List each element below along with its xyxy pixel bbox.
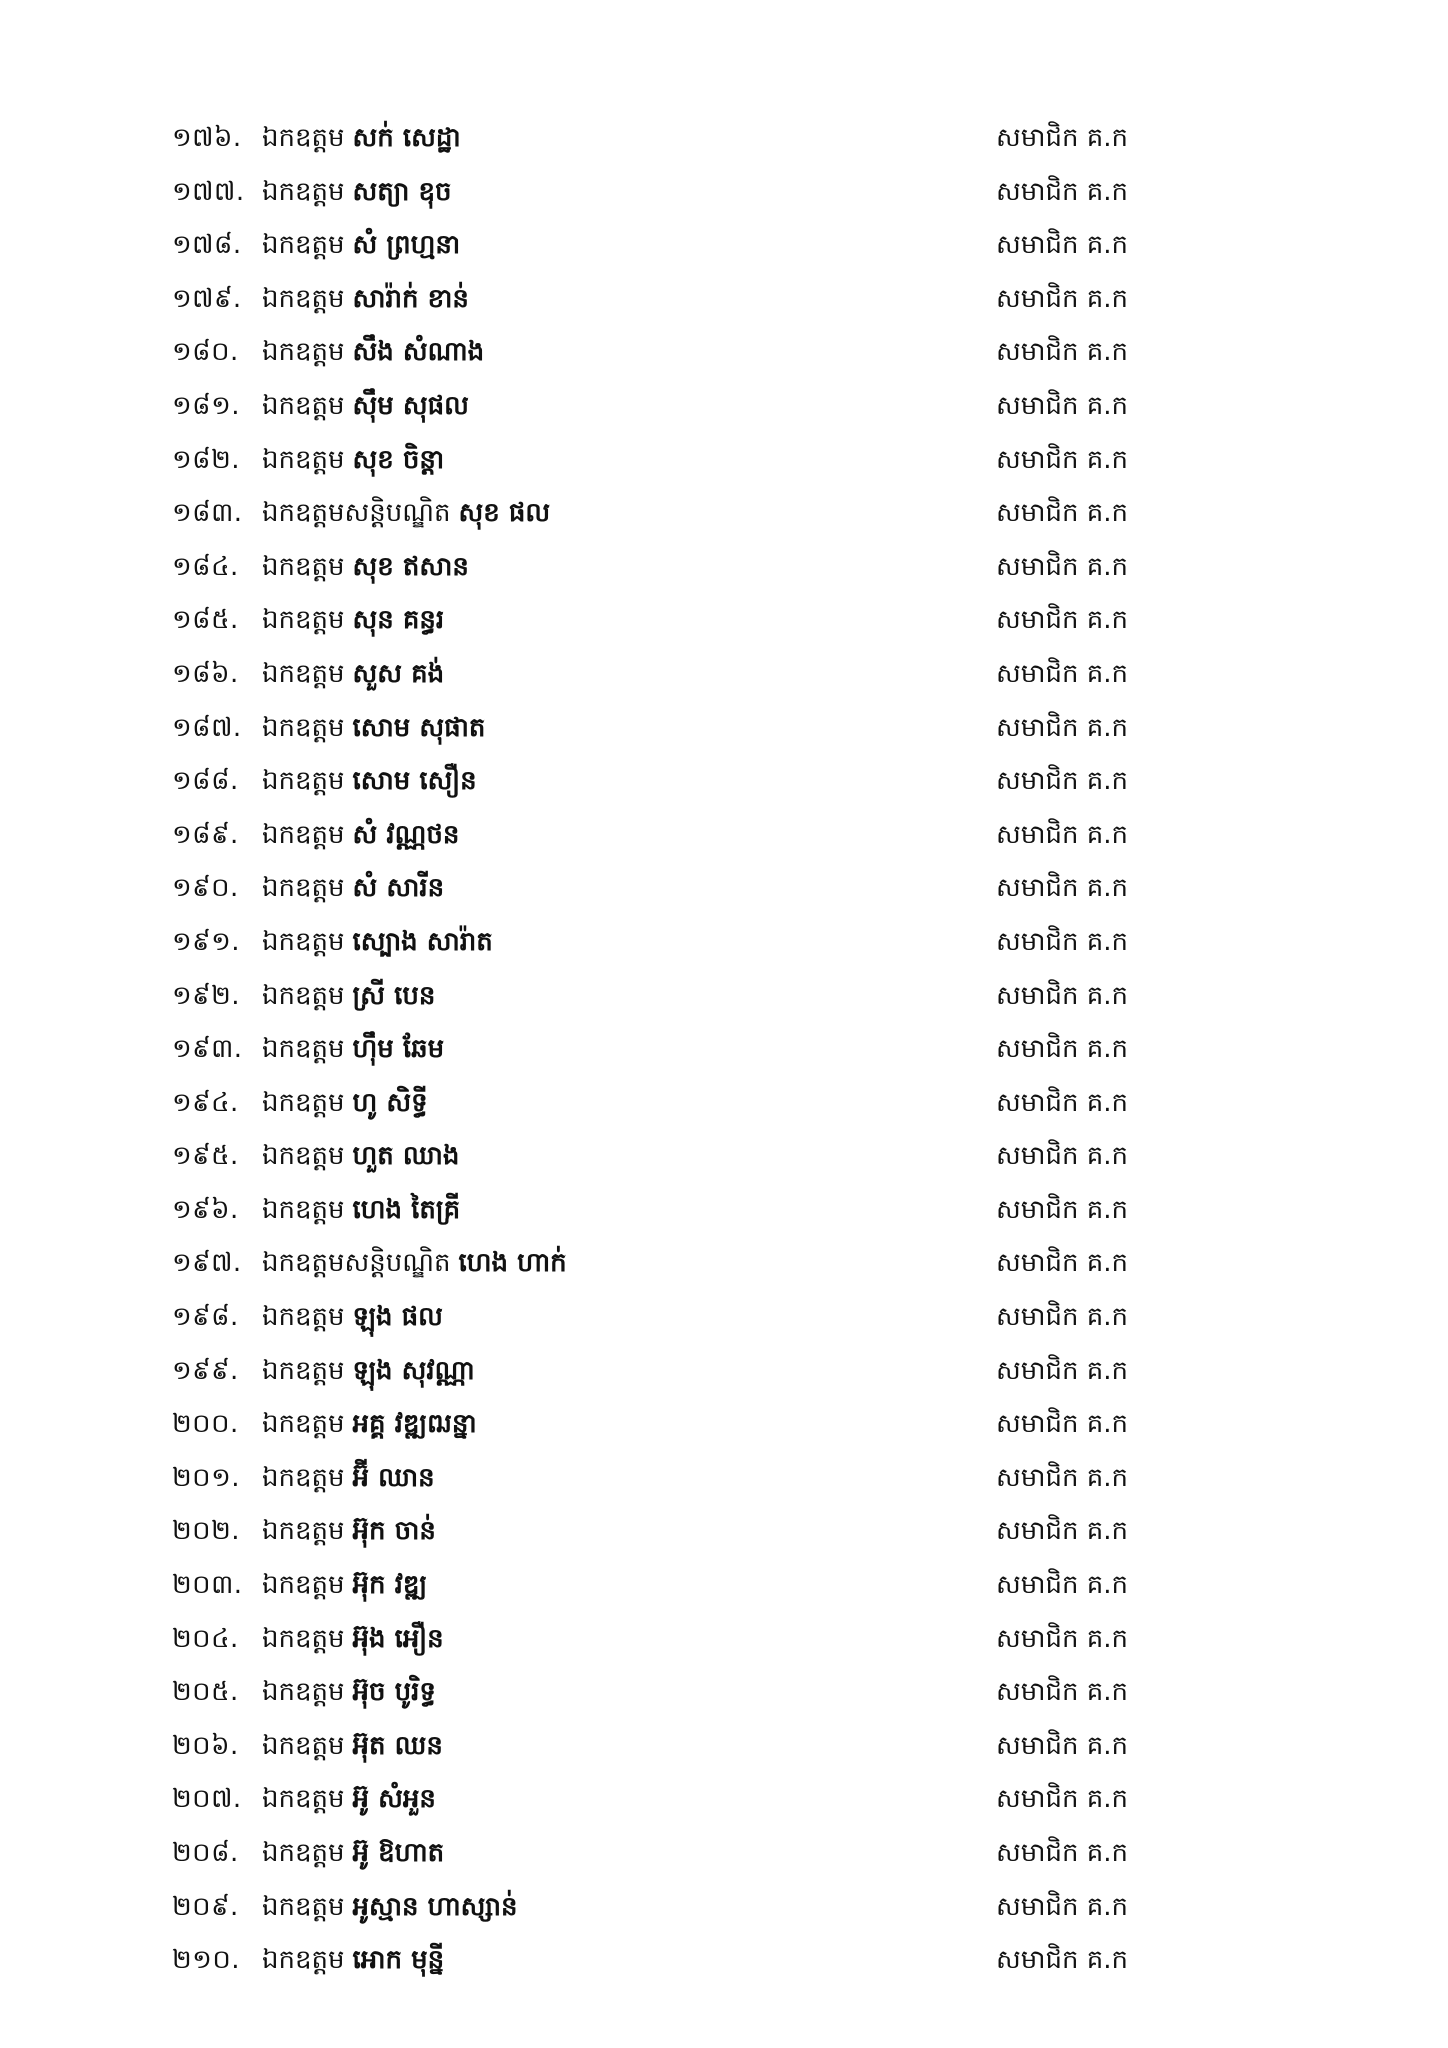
item-number: ២០៨.: [172, 1838, 239, 1868]
member-name: ហួត ឈាង: [352, 1141, 460, 1172]
member-role: សមាជិក គ.ក: [996, 1087, 1129, 1118]
item-number: ១៩០.: [172, 873, 239, 904]
member-entry: [262, 1247, 567, 1279]
list-item: [0, 809, 1448, 863]
honorific-title: ឯកឧត្តម: [262, 1409, 345, 1440]
honorific-title: ឯកឧត្តម: [262, 1194, 345, 1225]
item-number: ១៩៩.: [172, 1355, 239, 1386]
member-entry: [262, 658, 444, 690]
list-item: [0, 380, 1448, 434]
honorific-title: ឯកឧត្តម: [262, 1087, 345, 1118]
list-item: [0, 1184, 1448, 1238]
member-entry: [262, 1462, 435, 1494]
list-item: [0, 916, 1448, 970]
item-number: ១៩២.: [172, 980, 241, 1011]
member-name: អ៊ុង អឿន: [352, 1623, 444, 1654]
member-entry: [262, 712, 485, 744]
member-name: អូស្មាន ហាស្សាន់: [352, 1891, 518, 1922]
list-item: [0, 1345, 1448, 1399]
item-number: ២០៩.: [172, 1891, 239, 1922]
member-entry: [262, 819, 459, 851]
list-item: [0, 1023, 1448, 1077]
honorific-title: ឯកឧត្តម: [262, 1784, 345, 1815]
member-role: សមាជិក គ.ក: [996, 1034, 1129, 1065]
member-entry: [262, 926, 493, 958]
list-item: [0, 1559, 1448, 1613]
member-name: សក់ សេដ្ឋា: [352, 123, 461, 153]
item-number: ២០០.: [172, 1409, 239, 1440]
honorific-title: ឯកឧត្តម: [262, 1570, 345, 1601]
honorific-title: ឯកឧត្តម: [262, 1838, 345, 1868]
member-name: សួស គង់: [352, 658, 445, 689]
member-role: សមាជិក គ.ក: [996, 444, 1129, 475]
member-name: សារ៉ាក់ ខាន់: [352, 283, 469, 314]
member-entry: [262, 176, 451, 208]
member-entry: [262, 1033, 444, 1065]
member-name: ហ៊ឹម ឆែម: [352, 1034, 445, 1065]
honorific-title: ឯកឧត្តម: [262, 605, 345, 636]
list-item: [0, 1773, 1448, 1827]
item-number: ១៨៧.: [172, 712, 242, 743]
member-name: អោក មុន្នី: [352, 1945, 445, 1976]
member-name: អ៊ូ ឱហាត: [352, 1838, 445, 1868]
item-number: ២០៥.: [172, 1677, 239, 1708]
list-item: [0, 1613, 1448, 1667]
honorific-title: ឯកឧត្តម: [262, 980, 345, 1011]
honorific-title: ឯកឧត្តម: [262, 1355, 345, 1386]
list-item: [0, 594, 1448, 648]
member-role: សមាជិក គ.ក: [996, 1623, 1129, 1654]
member-entry: [262, 551, 469, 583]
member-entry: [262, 1676, 436, 1708]
member-entry: [262, 1408, 477, 1440]
member-list: [0, 112, 1448, 1988]
member-role: សមាជិក គ.ក: [996, 1677, 1129, 1708]
member-name: ហូ សិទ្ធី: [352, 1087, 428, 1118]
list-item: [0, 1881, 1448, 1935]
member-entry: [262, 1087, 428, 1119]
list-item: [0, 648, 1448, 702]
list-item: [0, 219, 1448, 273]
item-number: ២០៣.: [172, 1570, 243, 1601]
member-entry: [262, 765, 477, 797]
member-entry: [262, 390, 469, 422]
list-item: [0, 1077, 1448, 1131]
member-name: អ៊ុក វឌ្ឍ: [352, 1570, 428, 1601]
list-item: [0, 1720, 1448, 1774]
item-number: ១៨៦.: [172, 658, 239, 689]
honorific-title: ឯកឧត្តម: [262, 444, 345, 475]
member-name: អ៊ី ឈាន: [352, 1462, 435, 1493]
list-item: [0, 702, 1448, 756]
item-number: ១៨៨.: [172, 766, 239, 797]
member-name: ស៊ឹម សុផល: [352, 390, 469, 421]
member-entry: [262, 336, 484, 368]
item-number: ២០២.: [172, 1516, 241, 1547]
item-number: ១៨១.: [172, 390, 241, 421]
item-number: ១៩៥.: [172, 1141, 239, 1172]
list-item: [0, 1505, 1448, 1559]
member-role: សមាជិក គ.ក: [996, 873, 1129, 904]
member-name: សុខ ចិន្តា: [352, 444, 445, 475]
item-number: ១៧៩.: [172, 283, 242, 314]
member-entry: [262, 229, 460, 261]
member-role: សមាជិក គ.ក: [996, 1409, 1129, 1440]
item-number: ១៩៦.: [172, 1194, 239, 1225]
honorific-title: ឯកឧត្តម: [262, 1677, 345, 1708]
member-entry: [262, 1194, 460, 1226]
item-number: ២០៤.: [172, 1623, 239, 1654]
member-name: សោម សឿន: [352, 766, 477, 797]
list-item: [0, 487, 1448, 541]
member-entry: [262, 604, 444, 636]
member-role: សមាជិក គ.ក: [996, 390, 1129, 421]
honorific-title: ឯកឧត្តម: [262, 1516, 345, 1547]
item-number: ១៩៤.: [172, 1087, 239, 1118]
member-role: សមាជិក គ.ក: [996, 658, 1129, 689]
honorific-title: ឯកឧត្តម: [262, 1945, 345, 1976]
list-item: [0, 273, 1448, 327]
member-name: ហេង តៃគ្រី: [352, 1194, 461, 1225]
item-number: ១៧៨.: [172, 230, 242, 261]
member-role: សមាជិក គ.ក: [996, 498, 1129, 529]
member-entry: [262, 1515, 436, 1547]
member-role: សមាជិក គ.ក: [996, 1516, 1129, 1547]
member-entry: [262, 1730, 443, 1762]
member-role: សមាជិក គ.ក: [996, 1945, 1129, 1976]
item-number: ២០៦.: [172, 1730, 239, 1761]
list-item: [0, 1237, 1448, 1291]
item-number: ១៨៣.: [172, 498, 243, 529]
member-entry: [262, 1837, 444, 1869]
list-item: [0, 1934, 1448, 1988]
honorific-title: ឯកឧត្តម: [262, 283, 345, 314]
honorific-title: ឯកឧត្តម: [262, 1891, 345, 1922]
member-name: សំ ព្រហ្មនា: [352, 230, 461, 261]
member-entry: [262, 1891, 517, 1923]
member-entry: [262, 283, 469, 315]
honorific-title: ឯកឧត្តម: [262, 123, 345, 153]
list-item: [0, 755, 1448, 809]
honorific-title: ឯកឧត្តម: [262, 712, 345, 743]
member-name: សុខ ឥសាន: [352, 551, 469, 582]
member-name: សោម សុផាត: [352, 712, 486, 743]
member-name: ហេង ហាក់: [458, 1248, 567, 1279]
member-role: សមាជិក គ.ក: [996, 123, 1129, 153]
list-item: [0, 326, 1448, 380]
member-entry: [262, 1301, 443, 1333]
item-number: ១៨០.: [172, 337, 239, 368]
member-name: ឡុង ផល: [352, 1302, 443, 1333]
member-name: អ៊ុត ឈន: [352, 1730, 443, 1761]
member-role: សមាជិក គ.ក: [996, 980, 1129, 1011]
member-entry: [262, 1569, 427, 1601]
list-item: [0, 862, 1448, 916]
honorific-title: ឯកឧត្តម: [262, 1730, 345, 1761]
member-role: សមាជិក គ.ក: [996, 337, 1129, 368]
member-role: សមាជិក គ.ក: [996, 766, 1129, 797]
member-role: សមាជិក គ.ក: [996, 283, 1129, 314]
item-number: ១៧៦.: [172, 123, 242, 153]
member-role: សមាជិក គ.ក: [996, 1891, 1129, 1922]
member-role: សមាជិក គ.ក: [996, 712, 1129, 743]
member-name: អ៊ុក ចាន់: [352, 1516, 436, 1547]
member-role: សមាជិក គ.ក: [996, 1570, 1129, 1601]
list-item: [0, 1398, 1448, 1452]
member-name: អ៊ូ សំអួន: [352, 1784, 436, 1815]
list-item: [0, 541, 1448, 595]
item-number: ១៩៨.: [172, 1302, 239, 1333]
member-entry: [262, 980, 435, 1012]
honorific-title: ឯកឧត្តម: [262, 1462, 345, 1493]
honorific-title: ឯកឧត្តម: [262, 1141, 345, 1172]
member-name: សុន គន្ធរ: [352, 605, 445, 636]
member-entry: [262, 122, 461, 154]
member-role: សមាជិក គ.ក: [996, 1838, 1129, 1868]
member-name: សត្យា ឧុច: [352, 176, 452, 207]
member-role: សមាជិក គ.ក: [996, 1248, 1129, 1279]
member-role: សមាជិក គ.ក: [996, 176, 1129, 207]
member-name: សឹង សំណាង: [352, 337, 485, 368]
member-role: សមាជិក គ.ក: [996, 1141, 1129, 1172]
honorific-title: ឯកឧត្តម: [262, 551, 345, 582]
list-item: [0, 1827, 1448, 1881]
member-name: ឡុង សុវណ្ណា: [352, 1355, 475, 1386]
member-name: សុខ ផល: [458, 498, 551, 529]
honorific-title: ឯកឧត្តម: [262, 766, 345, 797]
member-name: សំ វណ្ណថន: [352, 819, 460, 850]
member-role: សមាជិក គ.ក: [996, 1730, 1129, 1761]
member-entry: [262, 497, 550, 529]
honorific-title: ឯកឧត្តម: [262, 873, 345, 904]
member-entry: [262, 444, 444, 476]
member-entry: [262, 1623, 444, 1655]
honorific-title: ឯកឧត្តម: [262, 819, 345, 850]
list-item: [0, 1666, 1448, 1720]
item-number: ២០៧.: [172, 1784, 242, 1815]
item-number: ២០១.: [172, 1462, 241, 1493]
member-name: ស្បោង សារ៉ាត: [352, 926, 493, 957]
member-name: អ៊ុច បូរិទ្ធ: [352, 1677, 436, 1708]
list-item: [0, 1130, 1448, 1184]
honorific-title: ឯកឧត្តម: [262, 1623, 345, 1654]
honorific-title: ឯកឧត្តម: [262, 926, 345, 957]
member-entry: [262, 872, 444, 904]
item-number: ១៨២.: [172, 444, 241, 475]
member-role: សមាជិក គ.ក: [996, 605, 1129, 636]
honorific-title: ឯកឧត្តម: [262, 658, 345, 689]
member-role: សមាជិក គ.ក: [996, 1194, 1129, 1225]
member-role: សមាជិក គ.ក: [996, 819, 1129, 850]
honorific-title: ឯកឧត្តម: [262, 1302, 345, 1333]
member-entry: [262, 1944, 444, 1976]
member-entry: [262, 1140, 459, 1172]
list-item: [0, 1291, 1448, 1345]
honorific-title: ឯកឧត្តម: [262, 1034, 345, 1065]
honorific-title: ឯកឧត្តម: [262, 337, 345, 368]
list-item: [0, 970, 1448, 1024]
member-name: សំ សារីន: [352, 873, 445, 904]
item-number: ១៩១.: [172, 926, 241, 957]
item-number: ២១០.: [172, 1945, 241, 1976]
member-name: ស្រី បេន: [352, 980, 436, 1011]
list-item: [0, 112, 1448, 166]
member-entry: [262, 1355, 475, 1387]
honorific-title: ឯកឧត្តមសន្តិបណ្ឌិត: [262, 498, 451, 529]
list-item: [0, 1452, 1448, 1506]
item-number: ១៨៤.: [172, 551, 239, 582]
item-number: ១៧៧.: [172, 176, 245, 207]
list-item: [0, 434, 1448, 488]
member-role: សមាជិក គ.ក: [996, 1355, 1129, 1386]
member-role: សមាជិក គ.ក: [996, 1302, 1129, 1333]
member-role: សមាជិក គ.ក: [996, 926, 1129, 957]
honorific-title: ឯកឧត្តម: [262, 176, 345, 207]
item-number: ១៨៩.: [172, 819, 239, 850]
member-entry: [262, 1783, 436, 1815]
member-name: អគ្គ វឌ្ឍឍន្នា: [352, 1409, 477, 1440]
item-number: ១៩៣.: [172, 1034, 243, 1065]
honorific-title: ឯកឧត្តមសន្តិបណ្ឌិត: [262, 1248, 451, 1279]
honorific-title: ឯកឧត្តម: [262, 230, 345, 261]
honorific-title: ឯកឧត្តម: [262, 390, 345, 421]
list-item: [0, 166, 1448, 220]
item-number: ១៨៥.: [172, 605, 239, 636]
item-number: ១៩៧.: [172, 1248, 242, 1279]
member-role: សមាជិក គ.ក: [996, 1784, 1129, 1815]
member-role: សមាជិក គ.ក: [996, 1462, 1129, 1493]
member-role: សមាជិក គ.ក: [996, 551, 1129, 582]
member-role: សមាជិក គ.ក: [996, 230, 1129, 261]
